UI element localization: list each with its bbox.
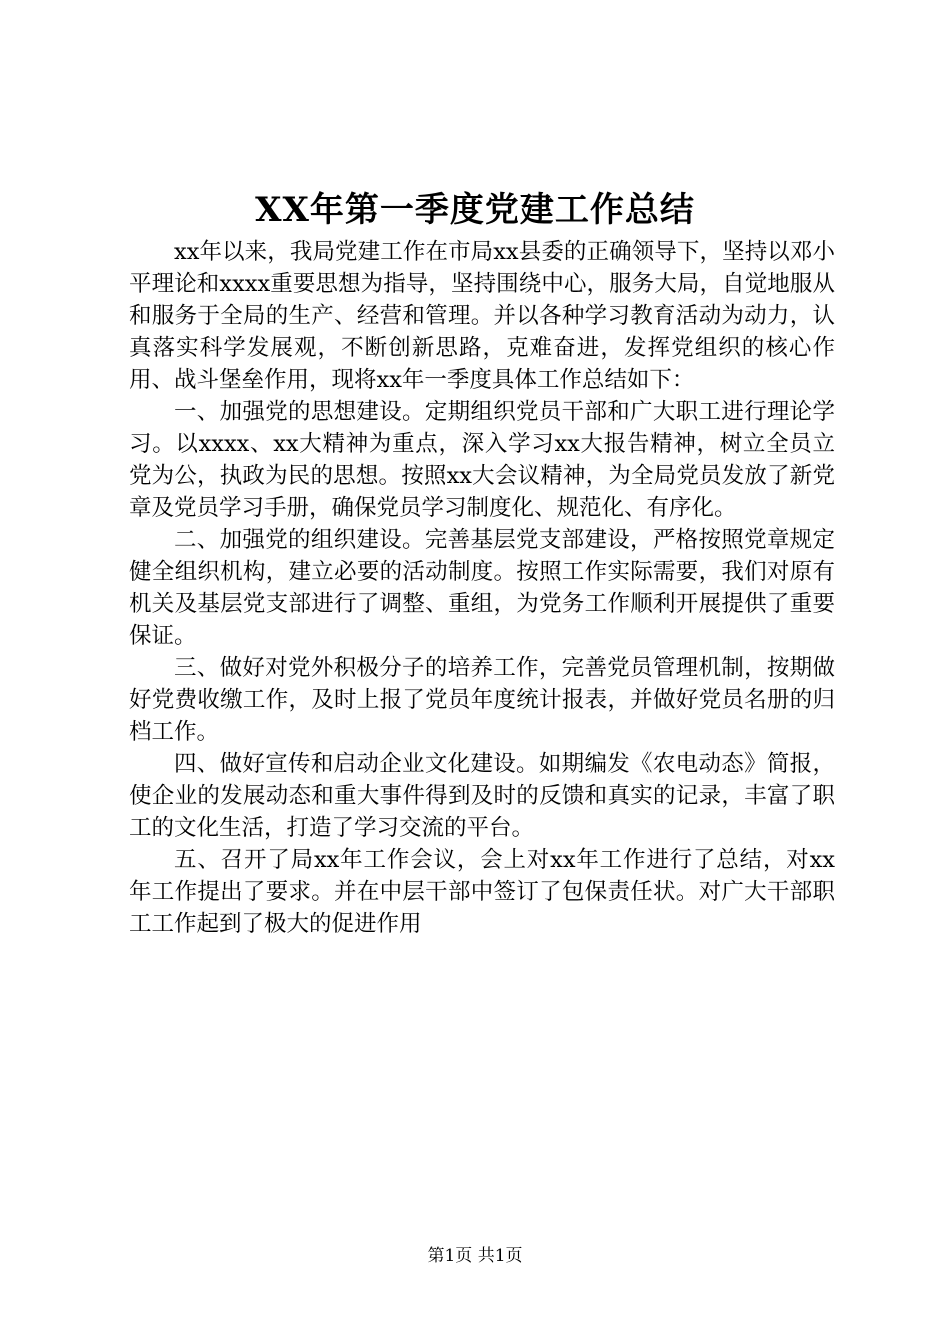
page-number-footer: 第1页 共1页 bbox=[427, 1246, 523, 1266]
document-title: XX年第一季度党建工作总结 bbox=[255, 190, 695, 230]
section-4-paragraph: 四、做好宣传和启动企业文化建设。如期编发《农电动态》简报，使企业的发展动态和重大事件得到及时的反馈和真实的记录，丰富了职工的文化生活，打造了学习交流的平台。 bbox=[129, 751, 835, 841]
intro-paragraph: xx年以来，我局党建工作在市局xx县委的正确领导下，坚持以邓小平理论和xxxx重要思想为指导，坚持围绕中心，服务大局，自觉地服从和服务于全局的生产、经营和管理。并以各种学习教育活动为动力，认真落实科学发展观，不断创新思路，克难奋进，发挥党组织的核心作用、战斗堡垒作用，现将xx年一季度具体工作总结如下： bbox=[129, 239, 835, 393]
section-3-paragraph: 三、做好对党外积极分子的培养工作，完善党员管理机制，按期做好党费收缴工作，及时上报了党员年度统计报表，并做好党员名册的归档工作。 bbox=[129, 655, 835, 745]
section-5-paragraph: 五、召开了局xx年工作会议，会上对xx年工作进行了总结，对xx年工作提出了要求。并在中层干部中签订了包保责任状。对广大干部职工工作起到了极大的促进作用 bbox=[129, 847, 835, 937]
section-1-paragraph: 一、加强党的思想建设。定期组织党员干部和广大职工进行理论学习。以xxxx、xx大精神为重点，深入学习xx大报告精神，树立全员立党为公，执政为民的思想。按照xx大会议精神，为全局党员发放了新党章及党员学习手册，确保党员学习制度化、规范化、有序化。 bbox=[129, 399, 835, 521]
section-2-paragraph: 二、加强党的组织建设。完善基层党支部建设，严格按照党章规定健全组织机构，建立必要的活动制度。按照工作实际需要，我们对原有机关及基层党支部进行了调整、重组，为党务工作顺利开展提供了重要保证。 bbox=[129, 527, 835, 649]
document-body bbox=[129, 236, 835, 940]
